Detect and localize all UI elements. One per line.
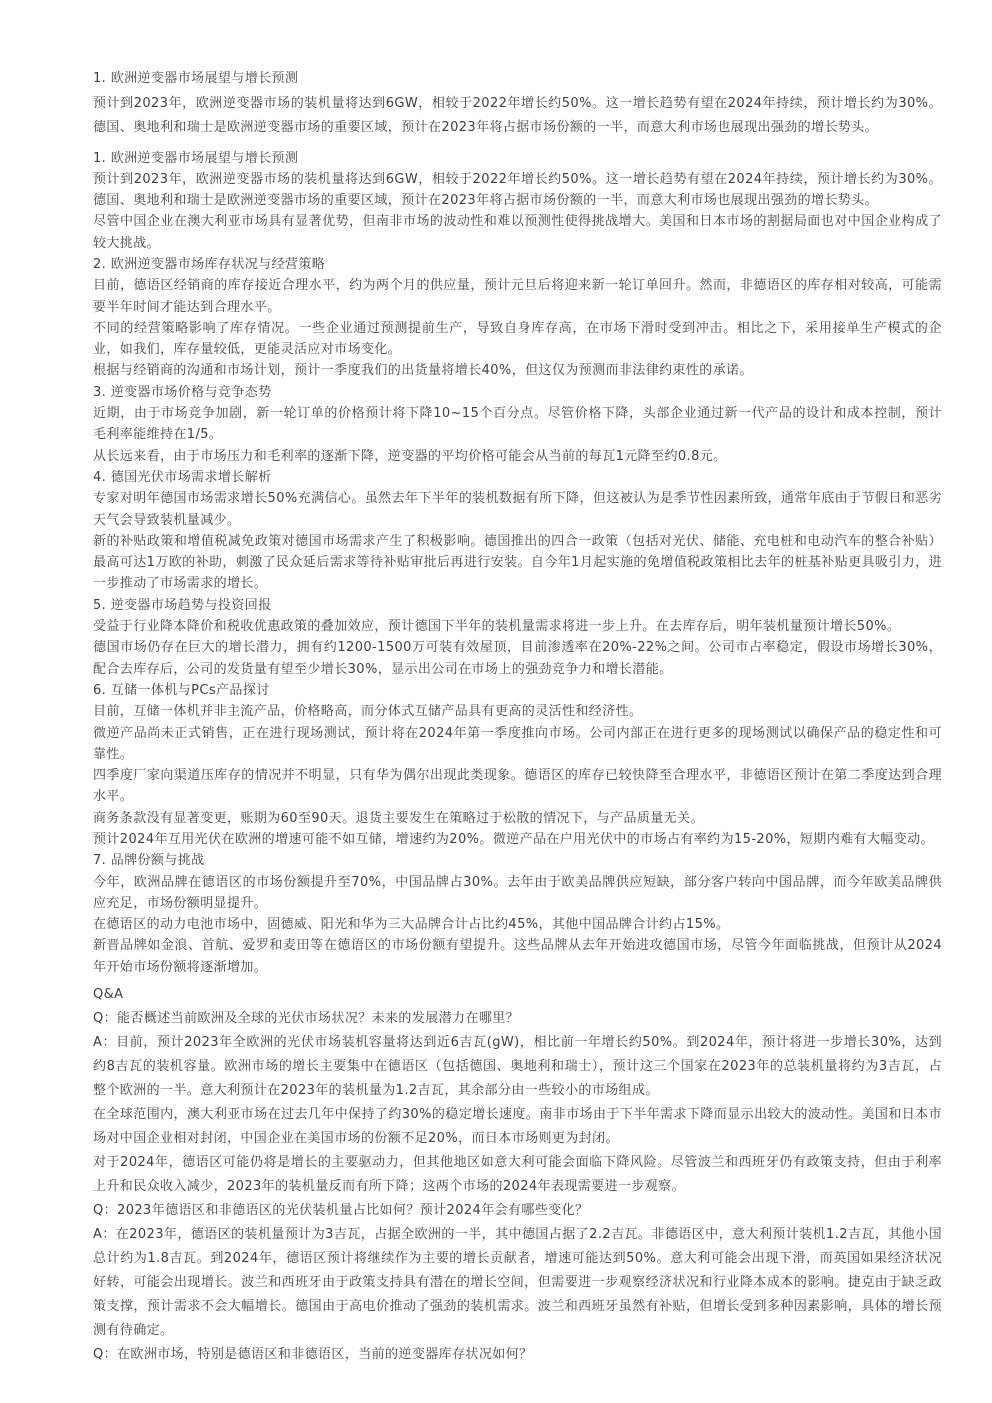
qa-section <box>93 983 942 1367</box>
paragraph: 在德语区的动力电池市场中，固德威、阳光和华为三大品牌合计占比约45%，其他中国品牌合计约占15%。 <box>93 917 730 933</box>
section-storage-products <box>93 680 942 850</box>
section-heading: 2. 欧洲逆变器市场库存状况与经营策略 <box>93 256 326 272</box>
section-price-competition <box>93 382 942 467</box>
qa-answer-paragraph: 对于2024年，德语区可能仍将是增长的主要驱动力，但其他地区如意大利可能会面临下降风险。尽管波兰和西班牙仍有政策支持，但由于利率上升和民众收入减少，2023年的装机量反而有所下降；这两个市场的2024年表现需要进一步观察。 <box>93 1155 942 1195</box>
document-page <box>93 0 942 1367</box>
qa-title: Q&A <box>93 987 124 1003</box>
paragraph: 从长远来看，由于市场压力和毛利率的逐渐下降，逆变器的平均价格可能会从当前的每瓦1元降至约0.8元。 <box>93 448 727 464</box>
section-heading: 5. 逆变器市场趋势与投资回报 <box>93 597 272 613</box>
paragraph: 新晋品牌如金浪、首航、爱罗和麦田等在德语区的市场份额有望提升。这些品牌从去年开始进攻德国市场，尽管今年面临挑战，但预计从2024年开始市场份额将逐渐增加。 <box>93 938 942 975</box>
paragraph: 商务条款没有显著变更，账期为60至90天。退货主要发生在策略过于松散的情况下，与产品质量无关。 <box>93 810 704 826</box>
paragraph: 今年，欧洲品牌在德语区的市场份额提升至70%，中国品牌占30%。去年由于欧美品牌供应短缺，部分客户转向中国品牌，而今年欧美品牌供应充足，市场份额明显提升。 <box>93 874 942 911</box>
paragraph: 预计到2023年，欧洲逆变器市场的装机量将达到6GW，相较于2022年增长约50%。这一增长趋势有望在2024年持续，预计增长约为30%。德国、奥地利和瑞士是欧洲逆变器市场的重要区域，预计在2023年将占据市场份额的一半，而意大利市场也展现出强劲的增长势头。 <box>93 95 942 135</box>
qa-answer: A：目前，预计2023年全欧洲的光伏市场装机容量将达到近6吉瓦(gW)，相比前一年增长约50%。到2024年，预计将进一步增长30%，达到约8吉瓦的装机容量。欧洲市场的增长主要集中在德语区（包括德国、奥地利和瑞士），预计这三个国家在2023年的总装机量将约为3吉瓦，占整个欧洲的一半。意大利预计在2023年的装机量为1.2吉瓦，其余部分由一些较小的市场组成。 <box>93 1035 942 1099</box>
paragraph: 四季度厂家向渠道压库存的情况并不明显，只有华为偶尔出现此类现象。德语区的库存已较快降至合理水平，非德语区预计在第二季度达到合理水平。 <box>93 768 942 805</box>
paragraph: 根据与经销商的沟通和市场计划，预计一季度我们的出货量将增长40%，但这仅为预测而非法律约束性的承诺。 <box>93 363 753 379</box>
paragraph: 受益于行业降本降价和税收优惠政策的叠加效应，预计德国下半年的装机量需求将进一步上升。在去库存后，明年装机量预计增长50%。 <box>93 619 901 635</box>
paragraph: 微逆产品尚未正式销售，正在进行现场测试，预计将在2024年第一季度推向市场。公司内部正在进行更多的现场测试以确保产品的稳定性和可靠性。 <box>93 725 942 762</box>
qa-answer-paragraph: 在全球范围内，澳大利亚市场在过去几年中保持了约30%的稳定增长速度。南非市场由于下半年需求下降而显示出较大的波动性。美国和日本市场对中国企业相对封闭，中国企业在美国市场的份额不足20%，而日本市场则更为封闭。 <box>93 1107 942 1147</box>
qa-question: Q：2023年德语区和非德语区的光伏装机量占比如何？预计2024年会有哪些变化？ <box>93 1203 589 1219</box>
section-market-outlook <box>93 148 942 254</box>
summary-section <box>93 148 942 979</box>
paragraph: 新的补贴政策和增值税减免政策对德国市场需求产生了积极影响。德国推出的四合一政策（包括对光伏、储能、充电桩和电动汽车的整合补贴）最高可达1万欧的补助，刺激了民众延后需求等待补贴审批后再进行安装。自今年1月起实施的免增值税政策相比去年的桩基补贴更具吸引力，进一步推动了市场需求的增长。 <box>93 533 942 592</box>
paragraph: 尽管中国企业在澳大利亚市场具有显著优势，但南非市场的波动性和难以预测性使得挑战增大。美国和日本市场的割据局面也对中国企业构成了较大挑战。 <box>93 214 942 251</box>
paragraph: 近期，由于市场竞争加剧，新一轮订单的价格预计将下降10~15个百分点。尽管价格下降，头部企业通过新一代产品的设计和成本控制，预计毛利率能维持在1/5。 <box>93 406 942 443</box>
paragraph: 预计2024年互用光伏在欧洲的增速可能不如互储，增速约为20%。微逆产品在户用光伏中的市场占有率约为15-20%，短期内难有大幅变动。 <box>93 832 934 847</box>
section-heading: 6. 互储一体机与PCs产品探讨 <box>93 682 270 698</box>
section-heading: 7. 品牌份额与挑战 <box>93 853 205 869</box>
paragraph: 目前，德语区经销商的库存接近合理水平，约为两个月的供应量，预计元旦后将迎来新一轮订单回升。然而，非德语区的库存相对较高，可能需要半年时间才能达到合理水平。 <box>93 278 942 315</box>
paragraph: 预计到2023年，欧洲逆变器市场的装机量将达到6GW，相较于2022年增长约50%。这一增长趋势有望在2024年持续，预计增长约为30%。德国、奥地利和瑞士是欧洲逆变器市场的重要区域，预计在2023年将占据市场份额的一半，而意大利市场也展现出强劲的增长势头。 <box>93 171 942 209</box>
section-heading: 4. 德国光伏市场需求增长解析 <box>93 469 272 485</box>
qa-answer: A：在2023年，德语区的装机量预计为3吉瓦，占据全欧洲的一半，其中德国占据了2.2吉瓦。非德语区中，意大利预计装机1.2吉瓦，其他小国总计约为1.8吉瓦。到2024年，德语区预计将继续作为主要的增长贡献者，增速可能达到50%。意大利可能会出现下滑，而英国如果经济状况好转，可能会出现增长。波兰和西班牙由于政策支持具有潜在的增长空间，但需要进一步观察经济状况和行业降本成本的影响。捷克由于缺乏政策支撑，预计需求不会大幅增长。德国由于高电价推动了强劲的装机需求。波兰和西班牙虽然有补贴，但增长受到多种因素影响，具体的增长预测有待确定。 <box>93 1227 942 1339</box>
section-trend-returns <box>93 595 942 680</box>
paragraph: 专家对明年德国市场需求增长50%充满信心。虽然去年下半年的装机数据有所下降，但这被认为是季节性因素所致，通常年底由于节假日和恶劣天气会导致装机量减少。 <box>93 491 942 528</box>
section-brand-share <box>93 850 942 978</box>
section-germany-demand <box>93 467 942 595</box>
paragraph: 不同的经营策略影响了库存情况。一些企业通过预测提前生产，导致自身库存高，在市场下滑时受到冲击。相比之下，采用接单生产模式的企业，如我们，库存量较低，更能灵活应对市场变化。 <box>93 320 942 358</box>
paragraph: 目前，互储一体机并非主流产品，价格略高，而分体式互储产品具有更高的灵活性和经济性。 <box>93 704 643 720</box>
section-heading: 1. 欧洲逆变器市场展望与增长预测 <box>93 150 299 166</box>
qa-question: Q：能否概述当前欧洲及全球的光伏市场状况？未来的发展潜力在哪里？ <box>93 1011 520 1027</box>
intro-section <box>93 0 942 141</box>
qa-question: Q：在欧洲市场，特别是德语区和非德语区，当前的逆变器库存状况如何？ <box>93 1347 533 1363</box>
section-heading: 3. 逆变器市场价格与竞争态势 <box>93 384 272 400</box>
section-heading: 1. 欧洲逆变器市场展望与增长预测 <box>93 71 299 86</box>
paragraph: 德国市场仍存在巨大的增长潜力，拥有约1200-1500万可装有效屋顶，目前渗透率在20%-22%之间。公司市占率稳定，假设市场增长30%，配合去库存后，公司的发货量有望至少增长30%，显示出公司在市场上的强劲竞争力和增长潜能。 <box>93 640 942 677</box>
section-inventory-strategy <box>93 254 942 382</box>
